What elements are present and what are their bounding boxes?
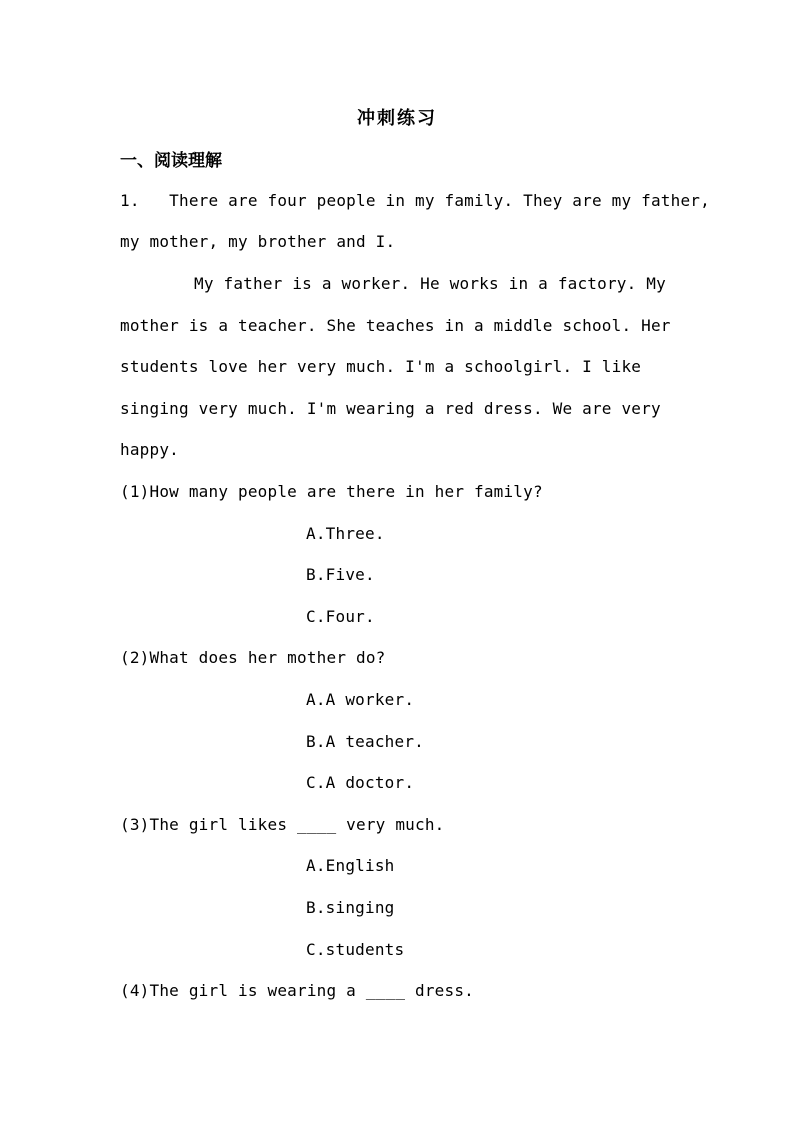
question-3-option-c: C.students (306, 940, 405, 959)
page-title: 冲刺练习 (357, 108, 437, 129)
question-1-option-a: A.Three. (306, 524, 385, 543)
question-1-option-b: B.Five. (306, 565, 375, 584)
passage-line-3: My father is a worker. He works in a factory. My (194, 274, 666, 293)
question-2-stem: (2)What does her mother do? (120, 648, 386, 667)
passage-line-7: happy. (120, 440, 179, 459)
question-3-stem: (3)The girl likes ____ very much. (120, 815, 445, 834)
question-3-option-b: B.singing (306, 898, 395, 917)
passage-line-2: my mother, my brother and I. (120, 232, 396, 251)
question-2-option-c: C.A doctor. (306, 773, 415, 792)
question-2-option-a: A.A worker. (306, 690, 415, 709)
question-1-option-c: C.Four. (306, 607, 375, 626)
question-4-stem: (4)The girl is wearing a ____ dress. (120, 981, 474, 1000)
question-2-option-b: B.A teacher. (306, 732, 424, 751)
section-heading: 一、阅读理解 (120, 151, 222, 171)
passage-line-1: 1. There are four people in my family. They are my father, (120, 191, 710, 210)
question-3-option-a: A.English (306, 856, 395, 875)
passage-line-6: singing very much. I'm wearing a red dress. We are very (120, 399, 661, 418)
passage-line-5: students love her very much. I'm a schoolgirl. I like (120, 357, 642, 376)
passage-line-4: mother is a teacher. She teaches in a middle school. Her (120, 316, 671, 335)
question-1-stem: (1)How many people are there in her family? (120, 482, 543, 501)
